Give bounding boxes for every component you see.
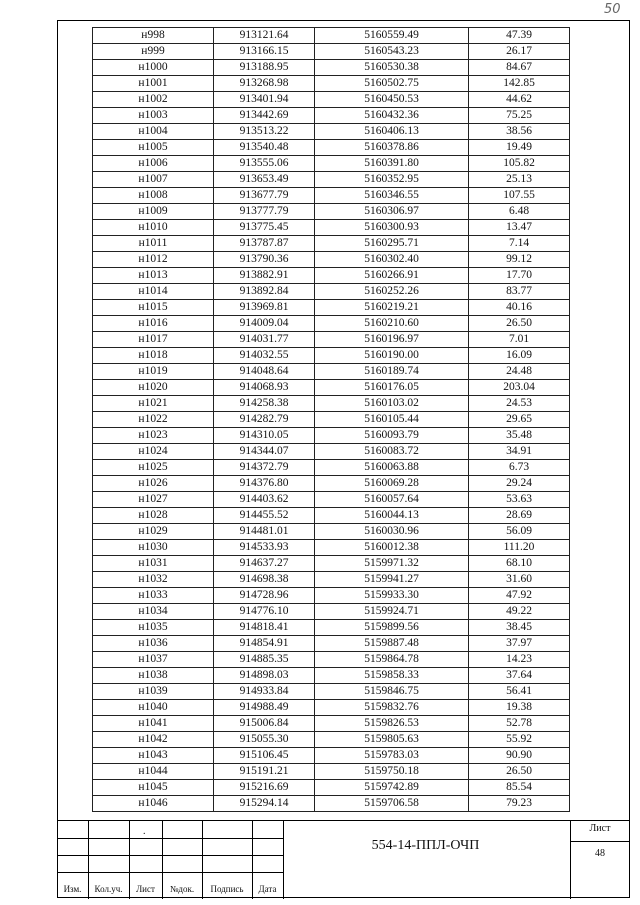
distance-cell: 49.22 xyxy=(469,604,570,620)
x-coordinate-cell: 915216.69 xyxy=(214,780,315,796)
distance-cell: 19.38 xyxy=(469,700,570,716)
point-name-cell: н1001 xyxy=(93,76,214,92)
table-row xyxy=(93,428,570,444)
distance-cell: 25.13 xyxy=(469,172,570,188)
y-coordinate-cell: 5160063.88 xyxy=(315,460,469,476)
point-name-cell: н1045 xyxy=(93,780,214,796)
x-coordinate-cell: 914885.35 xyxy=(214,652,315,668)
x-coordinate-cell: 913787.87 xyxy=(214,236,315,252)
stamp-header-ndok: №док. xyxy=(169,884,195,894)
table-row xyxy=(93,524,570,540)
distance-cell: 19.49 xyxy=(469,140,570,156)
distance-cell: 79.23 xyxy=(469,796,570,812)
y-coordinate-cell: 5160210.60 xyxy=(315,316,469,332)
x-coordinate-cell: 913892.84 xyxy=(214,284,315,300)
point-name-cell: н1020 xyxy=(93,380,214,396)
distance-cell: 142.85 xyxy=(469,76,570,92)
x-coordinate-cell: 914032.55 xyxy=(214,348,315,364)
point-name-cell: н1009 xyxy=(93,204,214,220)
stamp-header-list: Лист xyxy=(136,884,155,894)
y-coordinate-cell: 5160352.95 xyxy=(315,172,469,188)
point-name-cell: н1035 xyxy=(93,620,214,636)
y-coordinate-cell: 5160391.80 xyxy=(315,156,469,172)
y-coordinate-cell: 5160432.36 xyxy=(315,108,469,124)
point-name-cell: н1006 xyxy=(93,156,214,172)
point-name-cell: н1007 xyxy=(93,172,214,188)
table-row xyxy=(93,396,570,412)
y-coordinate-cell: 5160196.97 xyxy=(315,332,469,348)
point-name-cell: н1038 xyxy=(93,668,214,684)
y-coordinate-cell: 5159846.75 xyxy=(315,684,469,700)
point-name-cell: н1034 xyxy=(93,604,214,620)
y-coordinate-cell: 5160252.26 xyxy=(315,284,469,300)
y-coordinate-cell: 5160103.02 xyxy=(315,396,469,412)
point-name-cell: н1041 xyxy=(93,716,214,732)
distance-cell: 6.48 xyxy=(469,204,570,220)
y-coordinate-cell: 5160295.71 xyxy=(315,236,469,252)
y-coordinate-cell: 5160502.75 xyxy=(315,76,469,92)
point-name-cell: н1011 xyxy=(93,236,214,252)
table-row xyxy=(93,188,570,204)
y-coordinate-cell: 5159706.58 xyxy=(315,796,469,812)
point-name-cell: н1029 xyxy=(93,524,214,540)
x-coordinate-cell: 914818.41 xyxy=(214,620,315,636)
x-coordinate-cell: 913653.49 xyxy=(214,172,315,188)
y-coordinate-cell: 5159832.76 xyxy=(315,700,469,716)
table-row xyxy=(93,60,570,76)
x-coordinate-cell: 913188.95 xyxy=(214,60,315,76)
point-name-cell: н1044 xyxy=(93,764,214,780)
point-name-cell: н1042 xyxy=(93,732,214,748)
table-row xyxy=(93,300,570,316)
point-name-cell: н1017 xyxy=(93,332,214,348)
table-row xyxy=(93,780,570,796)
point-name-cell: н1046 xyxy=(93,796,214,812)
table-row xyxy=(93,572,570,588)
x-coordinate-cell: 913969.81 xyxy=(214,300,315,316)
sheet-label: Лист xyxy=(589,823,611,834)
x-coordinate-cell: 913775.45 xyxy=(214,220,315,236)
x-coordinate-cell: 915006.84 xyxy=(214,716,315,732)
y-coordinate-cell: 5160306.97 xyxy=(315,204,469,220)
table-row xyxy=(93,556,570,572)
x-coordinate-cell: 913442.69 xyxy=(214,108,315,124)
y-coordinate-cell: 5160266.91 xyxy=(315,268,469,284)
table-row xyxy=(93,508,570,524)
point-name-cell: н1004 xyxy=(93,124,214,140)
table-row xyxy=(93,332,570,348)
distance-cell: 7.14 xyxy=(469,236,570,252)
x-coordinate-cell: 914282.79 xyxy=(214,412,315,428)
table-row xyxy=(93,796,570,812)
table-row xyxy=(93,364,570,380)
table-row xyxy=(93,412,570,428)
x-coordinate-cell: 914068.93 xyxy=(214,380,315,396)
x-coordinate-cell: 914898.03 xyxy=(214,668,315,684)
point-name-cell: н1016 xyxy=(93,316,214,332)
table-row xyxy=(93,684,570,700)
y-coordinate-cell: 5159924.71 xyxy=(315,604,469,620)
distance-cell: 111.20 xyxy=(469,540,570,556)
table-row xyxy=(93,748,570,764)
y-coordinate-cell: 5159971.32 xyxy=(315,556,469,572)
y-coordinate-cell: 5160189.74 xyxy=(315,364,469,380)
x-coordinate-cell: 914854.91 xyxy=(214,636,315,652)
point-name-cell: н1027 xyxy=(93,492,214,508)
point-name-cell: н1018 xyxy=(93,348,214,364)
distance-cell: 85.54 xyxy=(469,780,570,796)
point-name-cell: н1025 xyxy=(93,460,214,476)
x-coordinate-cell: 914637.27 xyxy=(214,556,315,572)
table-row xyxy=(93,28,570,44)
x-coordinate-cell: 914403.62 xyxy=(214,492,315,508)
x-coordinate-cell: 914310.05 xyxy=(214,428,315,444)
distance-cell: 40.16 xyxy=(469,300,570,316)
x-coordinate-cell: 914933.84 xyxy=(214,684,315,700)
table-row xyxy=(93,636,570,652)
table-row xyxy=(93,124,570,140)
y-coordinate-cell: 5159805.63 xyxy=(315,732,469,748)
distance-cell: 26.50 xyxy=(469,764,570,780)
x-coordinate-cell: 914372.79 xyxy=(214,460,315,476)
point-name-cell: н1024 xyxy=(93,444,214,460)
distance-cell: 14.23 xyxy=(469,652,570,668)
y-coordinate-cell: 5160302.40 xyxy=(315,252,469,268)
y-coordinate-cell: 5160057.64 xyxy=(315,492,469,508)
x-coordinate-cell: 914031.77 xyxy=(214,332,315,348)
distance-cell: 26.17 xyxy=(469,44,570,60)
distance-cell: 6.73 xyxy=(469,460,570,476)
x-coordinate-cell: 914009.04 xyxy=(214,316,315,332)
table-row xyxy=(93,732,570,748)
table-row xyxy=(93,476,570,492)
x-coordinate-cell: 915294.14 xyxy=(214,796,315,812)
distance-cell: 75.25 xyxy=(469,108,570,124)
distance-cell: 29.24 xyxy=(469,476,570,492)
table-row xyxy=(93,700,570,716)
handwritten-page-mark: 50 xyxy=(604,2,621,17)
distance-cell: 16.09 xyxy=(469,348,570,364)
table-row xyxy=(93,444,570,460)
y-coordinate-cell: 5160044.13 xyxy=(315,508,469,524)
table-row xyxy=(93,76,570,92)
x-coordinate-cell: 914048.64 xyxy=(214,364,315,380)
x-coordinate-cell: 914376.80 xyxy=(214,476,315,492)
point-name-cell: н1021 xyxy=(93,396,214,412)
point-name-cell: н1043 xyxy=(93,748,214,764)
table-row xyxy=(93,252,570,268)
x-coordinate-cell: 913166.15 xyxy=(214,44,315,60)
distance-cell: 56.09 xyxy=(469,524,570,540)
table-row xyxy=(93,716,570,732)
y-coordinate-cell: 5159887.48 xyxy=(315,636,469,652)
table-row xyxy=(93,108,570,124)
distance-cell: 7.01 xyxy=(469,332,570,348)
y-coordinate-cell: 5160105.44 xyxy=(315,412,469,428)
distance-cell: 47.39 xyxy=(469,28,570,44)
point-name-cell: н1030 xyxy=(93,540,214,556)
distance-cell: 38.45 xyxy=(469,620,570,636)
x-coordinate-cell: 915055.30 xyxy=(214,732,315,748)
table-row xyxy=(93,492,570,508)
point-name-cell: н1026 xyxy=(93,476,214,492)
point-name-cell: н1032 xyxy=(93,572,214,588)
point-name-cell: н1023 xyxy=(93,428,214,444)
point-name-cell: н1015 xyxy=(93,300,214,316)
y-coordinate-cell: 5160346.55 xyxy=(315,188,469,204)
x-coordinate-cell: 913540.48 xyxy=(214,140,315,156)
point-name-cell: н998 xyxy=(93,28,214,44)
x-coordinate-cell: 913401.94 xyxy=(214,92,315,108)
y-coordinate-cell: 5159783.03 xyxy=(315,748,469,764)
x-coordinate-cell: 913268.98 xyxy=(214,76,315,92)
distance-cell: 84.67 xyxy=(469,60,570,76)
point-name-cell: н1040 xyxy=(93,700,214,716)
point-name-cell: н1037 xyxy=(93,652,214,668)
point-name-cell: н1003 xyxy=(93,108,214,124)
sheet-number: 48 xyxy=(595,848,605,859)
distance-cell: 29.65 xyxy=(469,412,570,428)
distance-cell: 90.90 xyxy=(469,748,570,764)
table-row xyxy=(93,268,570,284)
x-coordinate-cell: 914455.52 xyxy=(214,508,315,524)
table-row xyxy=(93,604,570,620)
y-coordinate-cell: 5160378.86 xyxy=(315,140,469,156)
y-coordinate-cell: 5160300.93 xyxy=(315,220,469,236)
table-row xyxy=(93,92,570,108)
y-coordinate-cell: 5160083.72 xyxy=(315,444,469,460)
y-coordinate-cell: 5159742.89 xyxy=(315,780,469,796)
y-coordinate-cell: 5159933.30 xyxy=(315,588,469,604)
point-name-cell: н1013 xyxy=(93,268,214,284)
distance-cell: 83.77 xyxy=(469,284,570,300)
y-coordinate-cell: 5159899.56 xyxy=(315,620,469,636)
y-coordinate-cell: 5160219.21 xyxy=(315,300,469,316)
table-row xyxy=(93,44,570,60)
distance-cell: 28.69 xyxy=(469,508,570,524)
x-coordinate-cell: 914481.01 xyxy=(214,524,315,540)
distance-cell: 47.92 xyxy=(469,588,570,604)
y-coordinate-cell: 5160406.13 xyxy=(315,124,469,140)
x-coordinate-cell: 914258.38 xyxy=(214,396,315,412)
distance-cell: 37.64 xyxy=(469,668,570,684)
distance-cell: 13.47 xyxy=(469,220,570,236)
distance-cell: 24.53 xyxy=(469,396,570,412)
point-name-cell: н1036 xyxy=(93,636,214,652)
point-name-cell: н1028 xyxy=(93,508,214,524)
table-row xyxy=(93,668,570,684)
x-coordinate-cell: 913677.79 xyxy=(214,188,315,204)
table-row xyxy=(93,460,570,476)
distance-cell: 24.48 xyxy=(469,364,570,380)
distance-cell: 37.97 xyxy=(469,636,570,652)
y-coordinate-cell: 5160012.38 xyxy=(315,540,469,556)
x-coordinate-cell: 913777.79 xyxy=(214,204,315,220)
x-coordinate-cell: 913790.36 xyxy=(214,252,315,268)
x-coordinate-cell: 914344.07 xyxy=(214,444,315,460)
x-coordinate-cell: 915106.45 xyxy=(214,748,315,764)
x-coordinate-cell: 913555.06 xyxy=(214,156,315,172)
y-coordinate-cell: 5160069.28 xyxy=(315,476,469,492)
point-name-cell: н1019 xyxy=(93,364,214,380)
coordinates-table xyxy=(92,27,570,812)
distance-cell: 52.78 xyxy=(469,716,570,732)
point-name-cell: н1008 xyxy=(93,188,214,204)
point-name-cell: н1012 xyxy=(93,252,214,268)
point-name-cell: н999 xyxy=(93,44,214,60)
y-coordinate-cell: 5159941.27 xyxy=(315,572,469,588)
point-name-cell: н1022 xyxy=(93,412,214,428)
table-row xyxy=(93,764,570,780)
distance-cell: 105.82 xyxy=(469,156,570,172)
y-coordinate-cell: 5160530.38 xyxy=(315,60,469,76)
x-coordinate-cell: 914776.10 xyxy=(214,604,315,620)
table-row xyxy=(93,284,570,300)
table-row xyxy=(93,172,570,188)
table-row xyxy=(93,140,570,156)
y-coordinate-cell: 5160176.05 xyxy=(315,380,469,396)
x-coordinate-cell: 913121.64 xyxy=(214,28,315,44)
y-coordinate-cell: 5160559.49 xyxy=(315,28,469,44)
y-coordinate-cell: 5160030.96 xyxy=(315,524,469,540)
x-coordinate-cell: 914988.49 xyxy=(214,700,315,716)
distance-cell: 31.60 xyxy=(469,572,570,588)
table-row xyxy=(93,540,570,556)
distance-cell: 53.63 xyxy=(469,492,570,508)
y-coordinate-cell: 5159864.78 xyxy=(315,652,469,668)
distance-cell: 26.50 xyxy=(469,316,570,332)
table-row xyxy=(93,236,570,252)
point-name-cell: н1000 xyxy=(93,60,214,76)
distance-cell: 34.91 xyxy=(469,444,570,460)
x-coordinate-cell: 914698.38 xyxy=(214,572,315,588)
x-coordinate-cell: 914728.96 xyxy=(214,588,315,604)
point-name-cell: н1010 xyxy=(93,220,214,236)
distance-cell: 99.12 xyxy=(469,252,570,268)
table-row xyxy=(93,220,570,236)
distance-cell: 44.62 xyxy=(469,92,570,108)
y-coordinate-cell: 5160450.53 xyxy=(315,92,469,108)
y-coordinate-cell: 5160543.23 xyxy=(315,44,469,60)
point-name-cell: н1031 xyxy=(93,556,214,572)
point-name-cell: н1039 xyxy=(93,684,214,700)
point-name-cell: н1014 xyxy=(93,284,214,300)
table-row xyxy=(93,588,570,604)
distance-cell: 17.70 xyxy=(469,268,570,284)
table-row xyxy=(93,316,570,332)
y-coordinate-cell: 5159826.53 xyxy=(315,716,469,732)
stamp-header-data: Дата xyxy=(258,884,277,894)
stamp-dot: . xyxy=(143,826,146,837)
distance-cell: 38.56 xyxy=(469,124,570,140)
y-coordinate-cell: 5160190.00 xyxy=(315,348,469,364)
distance-cell: 107.55 xyxy=(469,188,570,204)
y-coordinate-cell: 5159750.18 xyxy=(315,764,469,780)
table-row xyxy=(93,156,570,172)
distance-cell: 203.04 xyxy=(469,380,570,396)
coordinates-table-body xyxy=(93,28,570,812)
stamp-header-izm: Изм. xyxy=(63,884,82,894)
x-coordinate-cell: 913513.22 xyxy=(214,124,315,140)
point-name-cell: н1002 xyxy=(93,92,214,108)
stamp-header-kol-uch: Кол.уч. xyxy=(94,884,123,894)
y-coordinate-cell: 5160093.79 xyxy=(315,428,469,444)
distance-cell: 35.48 xyxy=(469,428,570,444)
table-row xyxy=(93,348,570,364)
x-coordinate-cell: 914533.93 xyxy=(214,540,315,556)
distance-cell: 68.10 xyxy=(469,556,570,572)
distance-cell: 55.92 xyxy=(469,732,570,748)
point-name-cell: н1005 xyxy=(93,140,214,156)
stamp-header-podpis: Подпись xyxy=(210,884,244,894)
x-coordinate-cell: 915191.21 xyxy=(214,764,315,780)
table-row xyxy=(93,380,570,396)
table-row xyxy=(93,204,570,220)
document-code: 554-14-ППЛ-ОЧП xyxy=(371,838,480,853)
table-row xyxy=(93,652,570,668)
distance-cell: 56.41 xyxy=(469,684,570,700)
y-coordinate-cell: 5159858.33 xyxy=(315,668,469,684)
x-coordinate-cell: 913882.91 xyxy=(214,268,315,284)
point-name-cell: н1033 xyxy=(93,588,214,604)
table-row xyxy=(93,620,570,636)
